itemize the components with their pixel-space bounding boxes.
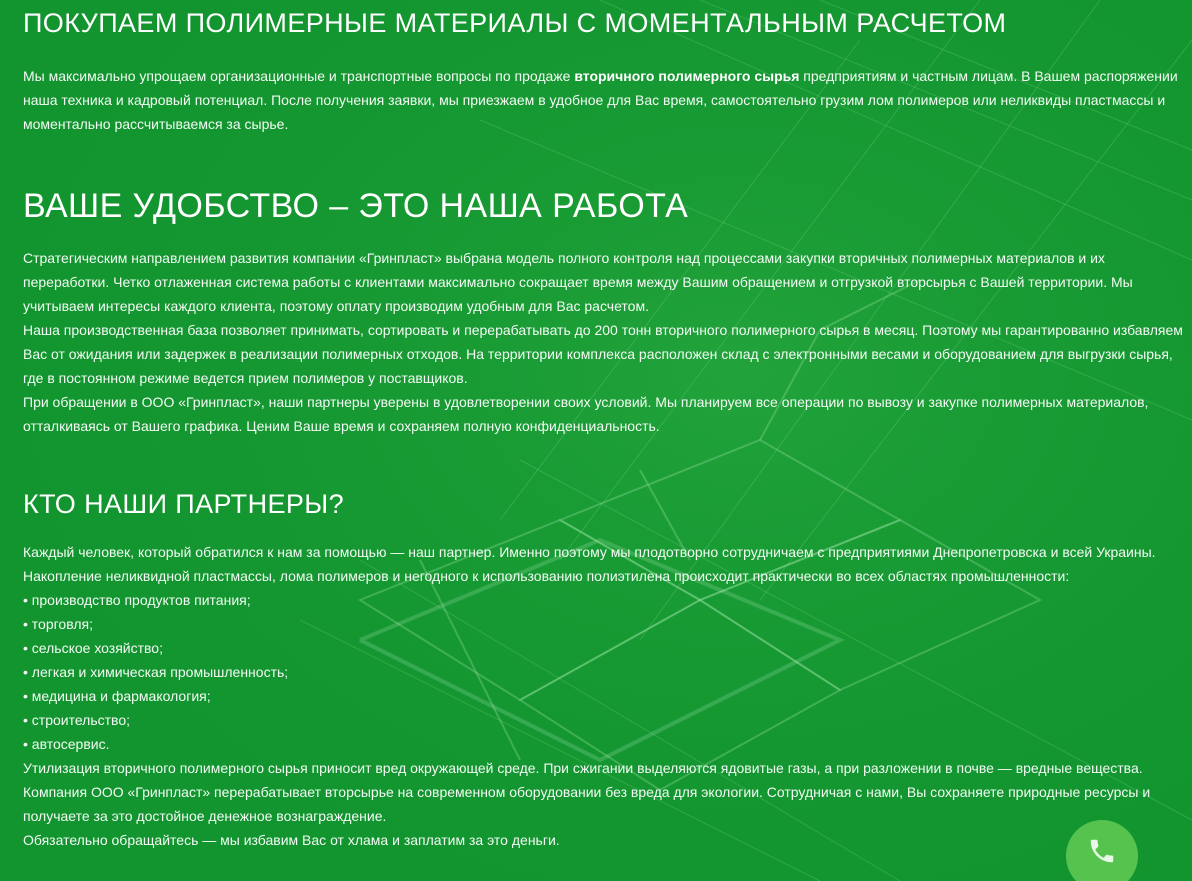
- section-text-partners: [23, 540, 1185, 852]
- paragraph: Наша производственная база позволяет принимать, сортировать и перерабатывать до 200 тонн вторичного полимерного сырья в месяц. Поэтому мы гарантированно избавляем Вас от ожидания или задержек в реализации полимерных отходов. На территории комплекса расположен склад с электронными весами и оборудованием для выгрузки сырья, где в постоянном режиме ведется прием полимеров у поставщиков.: [23, 322, 1183, 386]
- list-item: • легкая и химическая промышленность;: [23, 664, 289, 680]
- highlight-text: вторичного полимерного сырья: [574, 68, 800, 84]
- phone-icon: [1087, 836, 1117, 866]
- list-item: • строительство;: [23, 712, 131, 728]
- section-title-partners: КТО НАШИ ПАРТНЕРЫ?: [23, 489, 345, 519]
- text-fragment: Мы максимально упрощаем организационные и транспортные вопросы по продаже: [23, 68, 575, 84]
- paragraph: При обращении в ООО «Гринпласт», наши партнеры уверены в удовлетворении своих условий. Мы планируем все операции по вывозу и закупке полимерных материалов, отталкиваясь от Вашего графика. Ценим Ваше время и сохраняем полную конфиденциальность.: [23, 394, 1149, 434]
- text-fragment: предприятиям и частным лицам. В Вашем распоряжении наша техника и кадровый потенциал. После получения заявки, мы приезжаем в удобное для Вас время, самостоятельно грузим лом полимеров или неликвиды пластмассы и моментально рассчитываемся за сырье.: [23, 68, 1178, 132]
- section-text-buying: [23, 64, 1185, 136]
- list-item: • торговля;: [23, 616, 93, 632]
- list-item: • сельское хозяйство;: [23, 640, 163, 656]
- main-content: [23, 0, 1185, 852]
- section-title-buying: ПОКУПАЕМ ПОЛИМЕРНЫЕ МАТЕРИАЛЫ С МОМЕНТАЛЬНЫМ РАСЧЕТОМ: [23, 8, 1007, 38]
- section-text-convenience: [23, 246, 1185, 438]
- paragraph: Стратегическим направлением развития компании «Гринпласт» выбрана модель полного контроля над процессами закупки вторичных полимерных материалов и их переработки. Четко отлаженная система работы с клиентами максимально сокращает время между Вашим обращением и отгрузкой вторсырья с Вашей территории. Мы учитываем интересы каждого клиента, поэтому оплату производим удобным для Вас расчетом.: [23, 250, 1133, 314]
- list-item: • медицина и фармакология;: [23, 688, 211, 704]
- paragraph: Утилизация вторичного полимерного сырья приносит вред окружающей среде. При сжигании выделяются ядовитые газы, а при разложении в почве — вредные вещества. Компания ООО «Гринпласт» перерабатывает вторсырье на современном оборудовании без вреда для экологии. Сотрудничая с нами, Вы сохраняете природные ресурсы и получаете за это достойное денежное вознаграждение.: [23, 760, 1151, 824]
- industry-list: [23, 588, 1185, 756]
- list-item: • автосервис.: [23, 736, 110, 752]
- paragraph: Каждый человек, который обратился к нам за помощью — наш партнер. Именно поэтому мы плодотворно сотрудничаем с предприятиями Днепропетровска и всей Украины. Накопление неликвидной пластмассы, лома полимеров и негодного к использованию полиэтилена происходит практически во всех областях промышленности:: [23, 544, 1156, 584]
- paragraph: Обязательно обращайтесь — мы избавим Вас от хлама и заплатим за это деньги.: [23, 832, 560, 848]
- section-title-convenience: ВАШЕ УДОБСТВО – ЭТО НАША РАБОТА: [23, 187, 689, 225]
- list-item: • производство продуктов питания;: [23, 592, 251, 608]
